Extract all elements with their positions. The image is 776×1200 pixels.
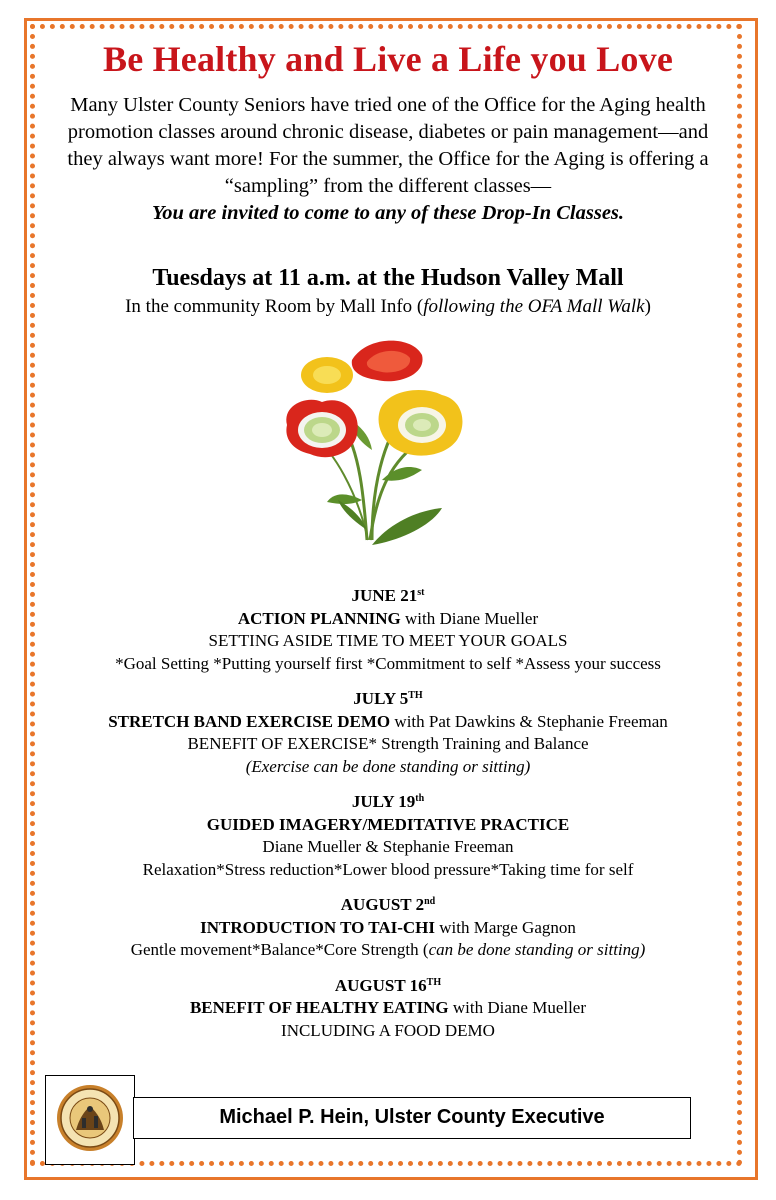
seal-box bbox=[45, 1075, 135, 1165]
event-title-line: STRETCH BAND EXERCISE DEMO with Pat Dawkins & Stephanie Freeman bbox=[108, 711, 668, 731]
events-list bbox=[40, 585, 736, 1055]
event-date: AUGUST 2nd bbox=[340, 895, 436, 914]
event-subtitle: Diane Mueller & Stephanie Freeman bbox=[262, 837, 514, 856]
intro-paragraph bbox=[50, 92, 726, 227]
event-subtitle: INCLUDING A FOOD DEMO bbox=[281, 1020, 495, 1040]
vegetable-flowers-image bbox=[272, 330, 482, 545]
event-title-line: GUIDED IMAGERY/MEDITATIVE PRACTICE bbox=[206, 814, 570, 834]
event-title-line: BENEFIT OF HEALTHY EATING with Diane Mueller bbox=[189, 998, 587, 1017]
event-date: AUGUST 16TH bbox=[334, 975, 442, 995]
page-title: Be Healthy and Live a Life you Love bbox=[102, 39, 673, 79]
where-suffix: ) bbox=[644, 296, 651, 317]
event-date: JUNE 21st bbox=[351, 586, 425, 605]
event-title-line: ACTION PLANNING with Diane Mueller bbox=[237, 608, 539, 628]
executive-banner bbox=[133, 1097, 691, 1139]
invitation-text: You are invited to come to any of these Drop-In Classes. bbox=[151, 202, 625, 224]
event-date: JULY 5TH bbox=[353, 689, 423, 708]
event-august-2 bbox=[40, 894, 736, 962]
event-details: (Exercise can be done standing or sitting) bbox=[245, 756, 531, 776]
event-subtitle: SETTING ASIDE TIME TO MEET YOUR GOALS bbox=[208, 631, 568, 650]
event-subtitle: BENEFIT OF EXERCISE* Strength Training and Balance bbox=[187, 734, 589, 753]
where-prefix: In the community Room by Mall Info ( bbox=[125, 296, 424, 317]
event-july-5 bbox=[40, 688, 736, 778]
event-august-16 bbox=[40, 975, 736, 1043]
event-details: Relaxation*Stress reduction*Lower blood pressure*Taking time for self bbox=[142, 859, 634, 879]
ulster-county-seal-icon bbox=[46, 1076, 134, 1164]
event-date: JULY 19th bbox=[351, 792, 425, 811]
where-italic: following the OFA Mall Walk bbox=[423, 296, 645, 317]
event-details: *Goal Setting *Putting yourself first *Commitment to self *Assess your success bbox=[115, 653, 661, 673]
schedule-when: Tuesdays at 11 a.m. at the Hudson Valley Mall bbox=[152, 265, 624, 291]
event-details: Gentle movement*Balance*Core Strength (can be done standing or sitting) bbox=[130, 940, 646, 959]
executive-name: Michael P. Hein, Ulster County Executive bbox=[219, 1106, 605, 1128]
schedule-where bbox=[0, 296, 776, 318]
event-june-21 bbox=[40, 585, 736, 675]
event-title-line: INTRODUCTION TO TAI-CHI with Marge Gagnon bbox=[200, 917, 576, 937]
intro-text: Many Ulster County Seniors have tried one of the Office for the Aging health promotion classes around chronic disease, diabetes or pain management—and they always want more! For the summer, the Office for the Aging is offering a “sampling” from the different classes— bbox=[67, 94, 709, 197]
event-july-19 bbox=[40, 791, 736, 881]
